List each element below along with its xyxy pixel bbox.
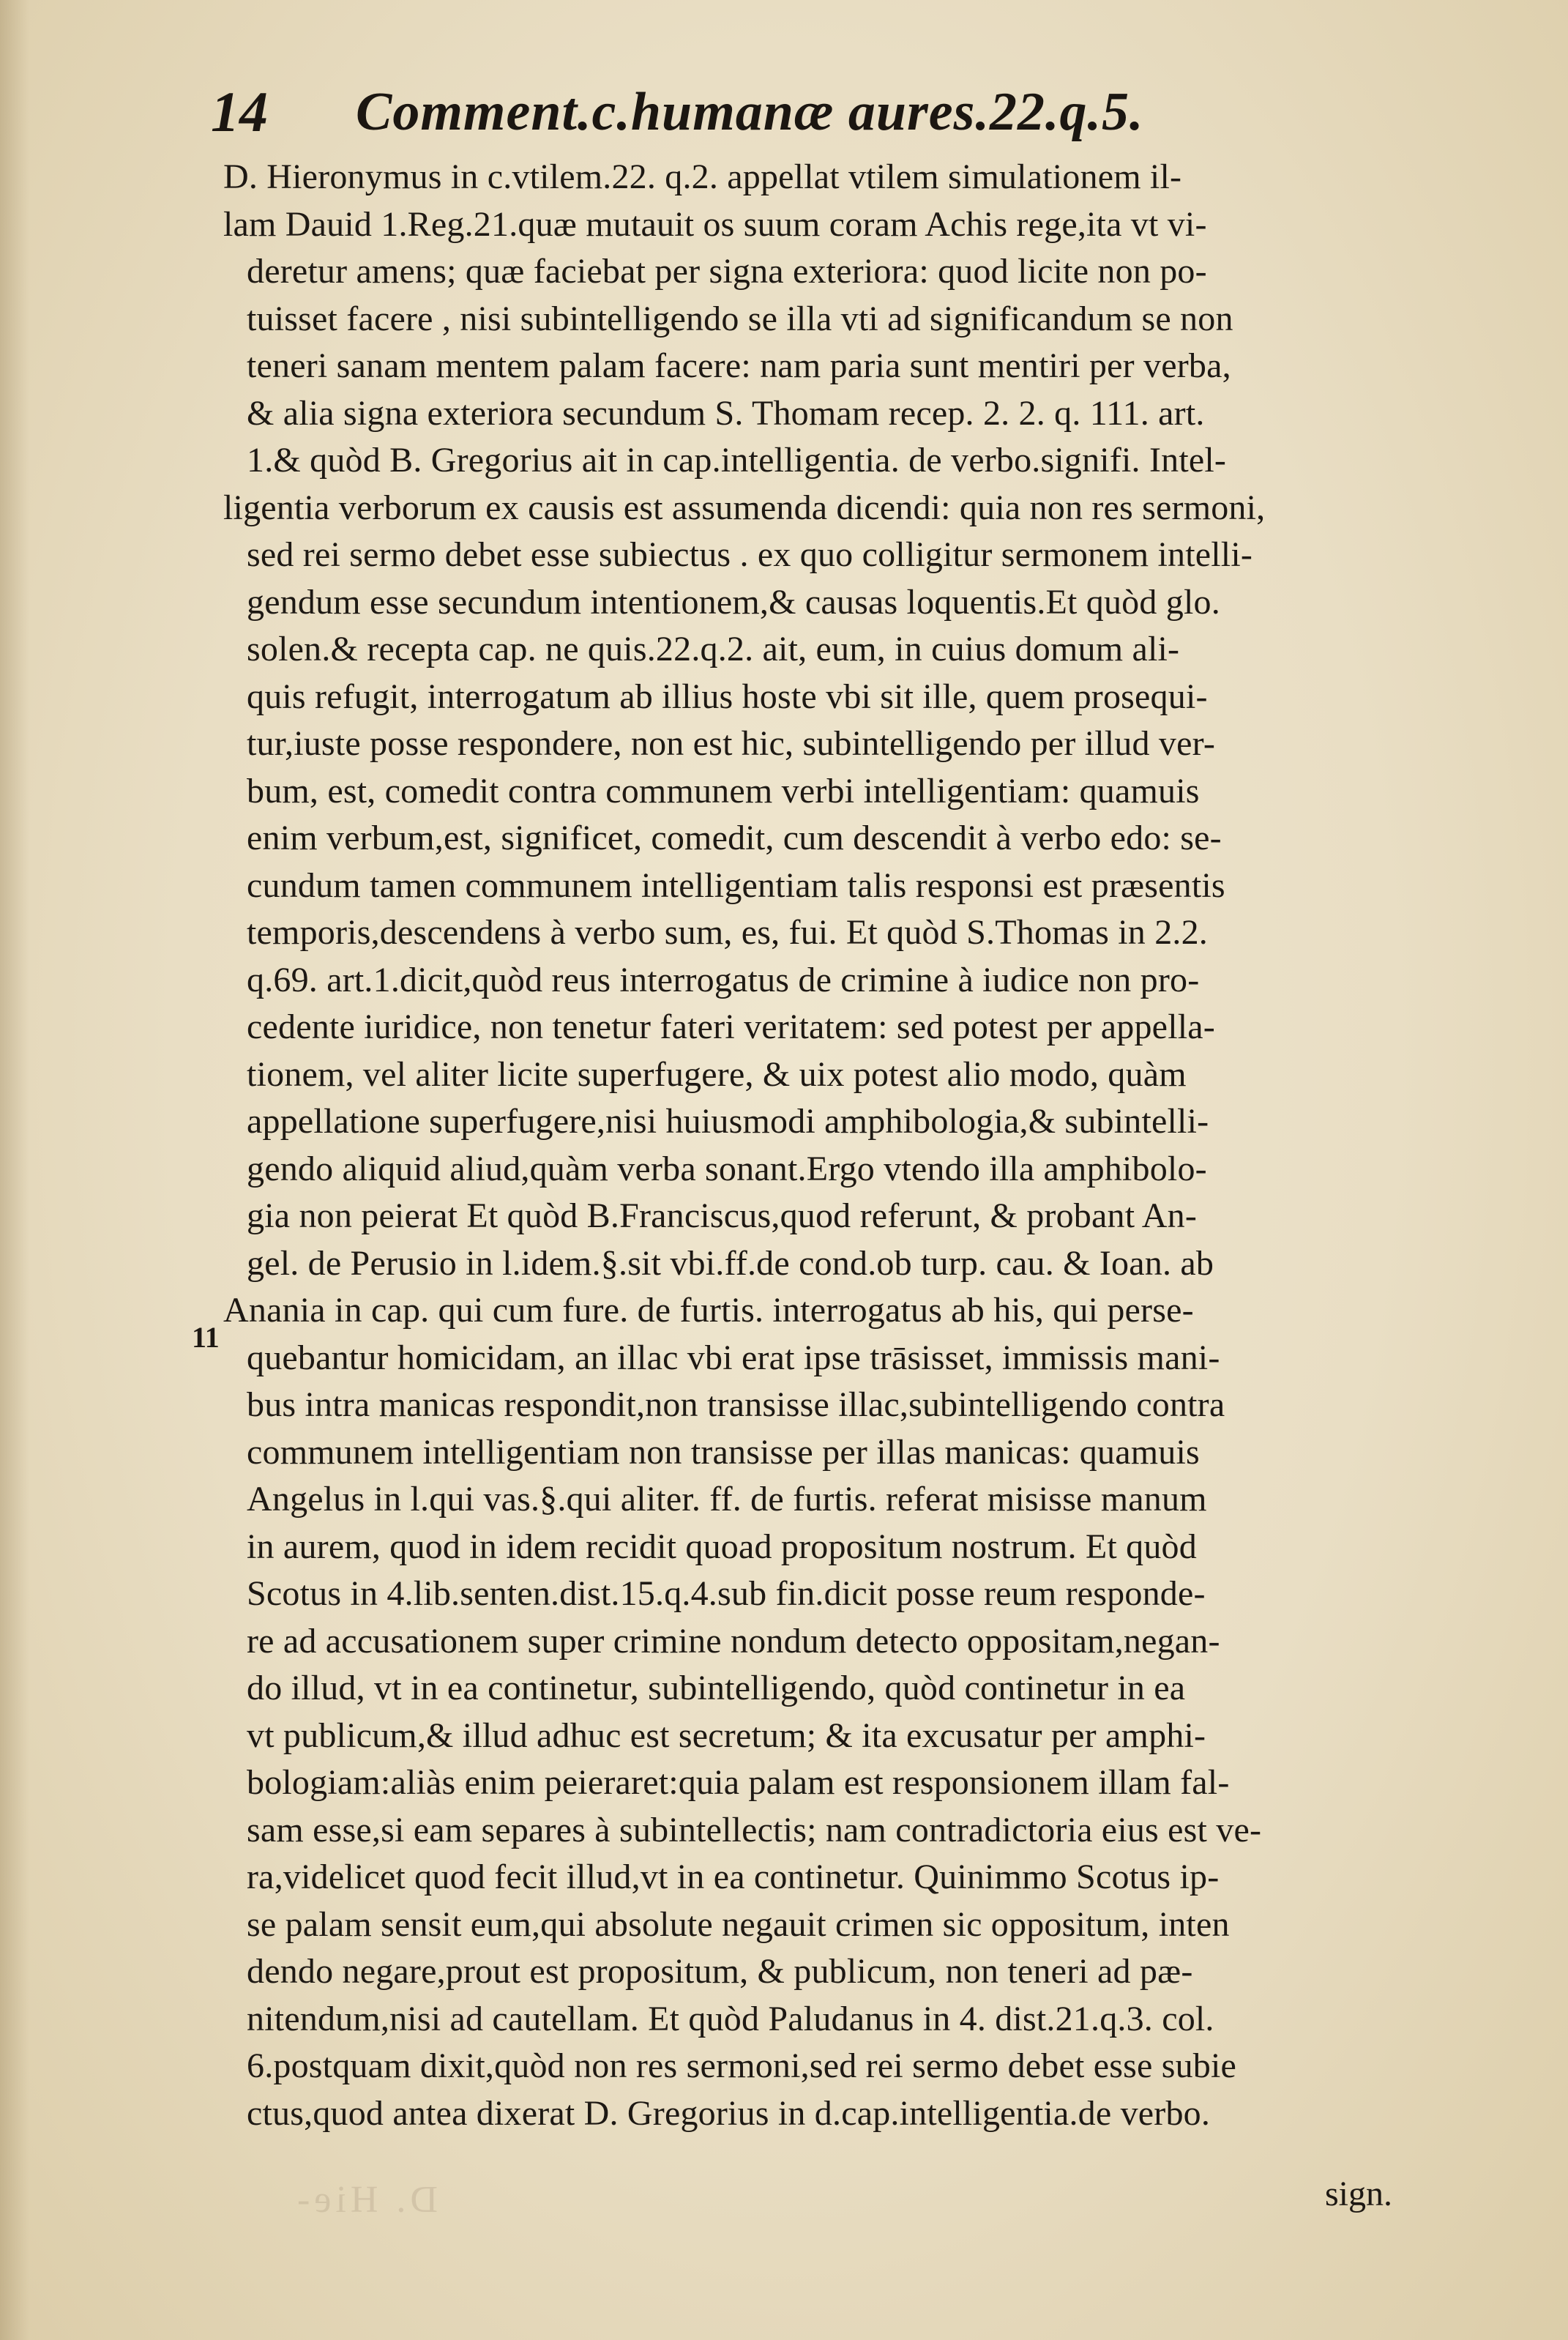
text-line: ligentia verborum ex causis est assumenda dicendi: quia non res sermoni, <box>223 488 1266 527</box>
text-line: ra,videlicet quod fecit illud,vt in ea continetur. Quinimmo Scotus ip- <box>247 1858 1220 1896</box>
body-text <box>223 154 1482 2137</box>
text-line: & alia signa exteriora secundum S. Thomam recep. 2. 2. q. 111. art. <box>247 393 1205 433</box>
text-line: Scotus in 4.lib.senten.dist.15.q.4.sub fin.dicit posse reum responde- <box>247 1574 1206 1613</box>
page-header <box>211 79 1382 145</box>
text-line: bum, est, comedit contra communem verbi intelligentiam: quamuis <box>247 771 1200 811</box>
text-line: communem intelligentiam non transisse per illas manicas: quamuis <box>247 1432 1200 1472</box>
text-line: gia non peierat Et quòd B.Franciscus,quod referunt, & probant An- <box>247 1196 1198 1235</box>
page-number: 14 <box>211 80 268 144</box>
text-line: 6.postquam dixit,quòd non res sermoni,sed rei sermo debet esse subie <box>247 2046 1237 2085</box>
running-title: Comment.c.humanæ aures.22.q.5. <box>356 82 1144 142</box>
text-line: quebantur homicidam, an illac vbi erat ipse trāsisset, immissis mani- <box>247 1338 1220 1377</box>
text-line: re ad accusationem super crimine nondum detecto oppositam,negan- <box>247 1621 1220 1661</box>
text-line: do illud, vt in ea continetur, subintelligendo, quòd continetur in ea <box>247 1669 1186 1707</box>
text-line: appellatione superfugere,nisi huiusmodi amphibologia,& subintelli- <box>247 1102 1209 1141</box>
text-line: quis refugit, interrogatum ab illius hoste vbi sit ille, quem prosequi- <box>247 677 1208 716</box>
text-line: cundum tamen communem intelligentiam talis responsi est præsentis <box>247 865 1225 905</box>
text-line: temporis,descendens à verbo sum, es, fui. Et quòd S.Thomas in 2.2. <box>247 913 1208 952</box>
text-line: in aurem, quod in idem recidit quoad propositum nostrum. Et quòd <box>247 1527 1197 1566</box>
text-line: sed rei sermo debet esse subiectus . ex quo colligitur sermonem intelli- <box>247 535 1253 574</box>
text-line: se palam sensit eum,qui absolute negauit crimen sic oppositum, inten <box>247 1904 1230 1944</box>
text-line: bologiam:aliàs enim peieraret:quia palam est responsionem illam fal- <box>247 1763 1230 1802</box>
text-line: bus intra manicas respondit,non transisse illac,subintelligendo contra <box>247 1385 1225 1424</box>
text-line: sam esse,si eam separes à subintellectis; nam contradictoria eius est ve- <box>247 1810 1262 1849</box>
text-line: tuisset facere , nisi subintelligendo se illa vti ad significandum se non <box>247 299 1233 338</box>
text-line: D. Hieronymus in c.vtilem.22. q.2. appellat vtilem simulationem il- <box>223 157 1182 196</box>
text-line: enim verbum,est, significet, comedit, cum descendit à verbo edo: se- <box>247 819 1222 857</box>
catchword: sign. <box>1325 2175 1393 2213</box>
text-line: ctus,quod antea dixerat D. Gregorius in d.cap.intelligentia.de verbo. <box>247 2093 1211 2133</box>
text-line: q.69. art.1.dicit,quòd reus interrogatus de crimine à iudice non pro- <box>247 960 1200 999</box>
text-line: dendo negare,prout est propositum, & publicum, non teneri ad pæ- <box>247 1952 1193 1991</box>
text-line: gendo aliquid aliud,quàm verba sonant.Ergo vtendo illa amphibolo- <box>247 1149 1207 1188</box>
text-line: solen.& recepta cap. ne quis.22.q.2. ait, eum, in cuius domum ali- <box>247 630 1180 668</box>
text-line: vt publicum,& illud adhuc est secretum; & ita excusatur per amphi- <box>247 1715 1206 1755</box>
binding-shadow <box>0 0 29 2340</box>
text-line: Anania in cap. qui cum fure. de furtis. interrogatus ab his, qui perse- <box>223 1291 1194 1330</box>
text-line: gendum esse secundum intentionem,& causas loquentis.Et quòd glo. <box>247 582 1220 622</box>
text-line: 1.& quòd B. Gregorius ait in cap.intelligentia. de verbo.signifi. Intel- <box>247 441 1227 480</box>
text-line: gel. de Perusio in l.idem.§.sit vbi.ff.de cond.ob turp. cau. & Ioan. ab <box>247 1243 1214 1283</box>
text-line: deretur amens; quæ faciebat per signa exteriora: quod licite non po- <box>247 252 1207 291</box>
text-line: tur,iuste posse respondere, non est hic, subintelligendo per illud ver- <box>247 724 1216 763</box>
text-line: lam Dauid 1.Reg.21.quæ mutauit os suum coram Achis rege,ita vt vi- <box>223 204 1207 244</box>
text-line: cedente iuridice, non tenetur fateri veritatem: sed potest per appella- <box>247 1007 1215 1046</box>
text-line: Angelus in l.qui vas.§.qui aliter. ff. de furtis. referat misisse manum <box>247 1480 1207 1519</box>
bleed-through-text: D. Hie- <box>293 2179 438 2221</box>
text-line: tionem, vel aliter licite superfugere, & uix potest alio modo, quàm <box>247 1054 1187 1094</box>
marginal-note: 11 <box>192 1321 220 1354</box>
text-line: nitendum,nisi ad cautellam. Et quòd Paludanus in 4. dist.21.q.3. col. <box>247 1999 1214 2038</box>
text-line: teneri sanam mentem palam facere: nam paria sunt mentiri per verba, <box>247 346 1231 385</box>
